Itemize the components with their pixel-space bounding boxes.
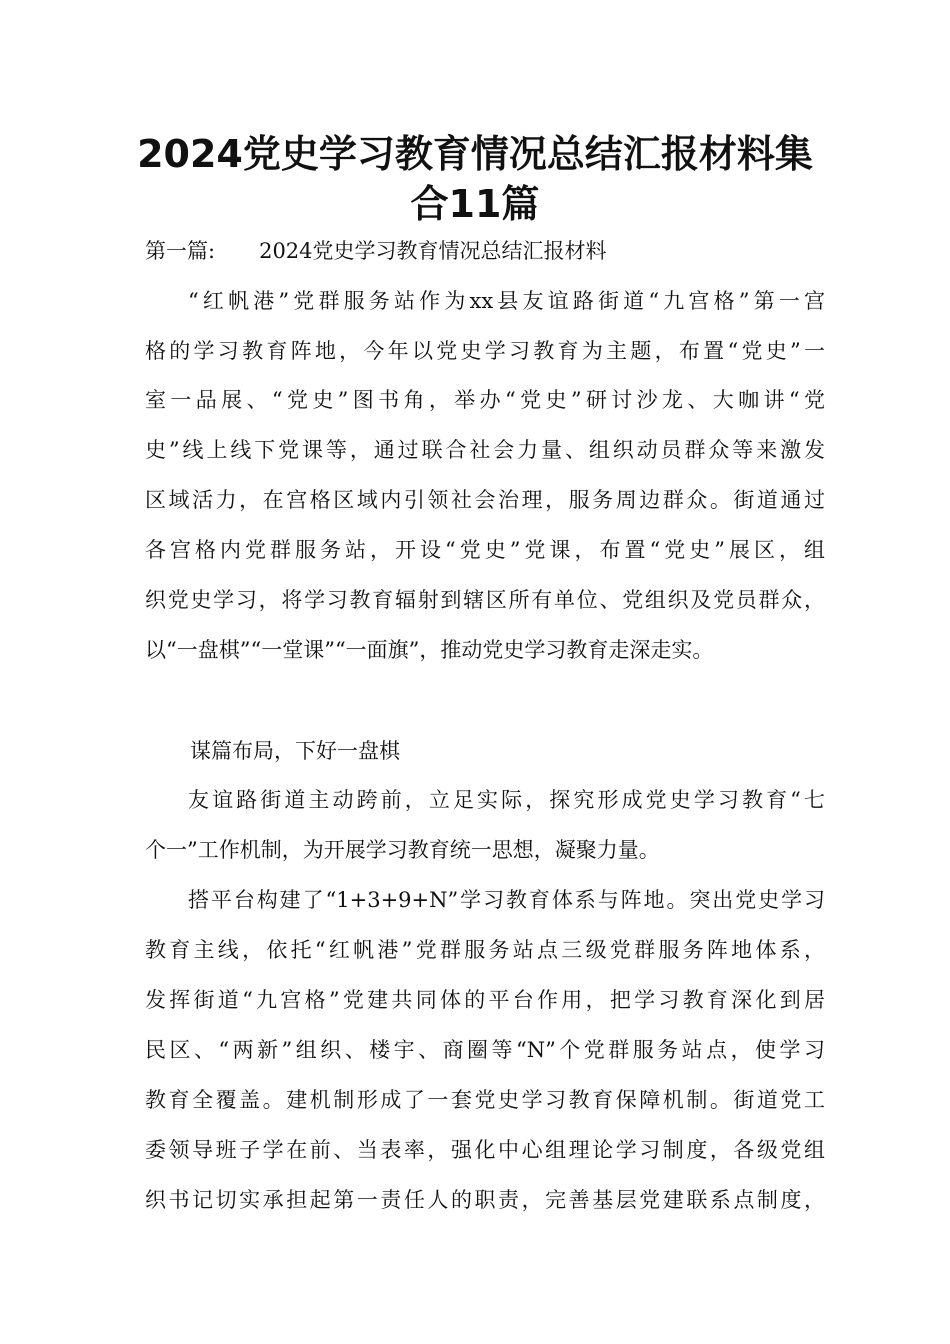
paragraph-line: “红帆港”党群服务站作为xx县友谊路街道“九宫格”第一宫 [188,289,825,313]
paragraph-line: 史”线上线下党课等，通过联合社会力量、组织动员群众等来激发 [145,438,825,462]
part-label: 第一篇: [145,239,216,263]
paragraph-line: 织党史学习，将学习教育辐射到辖区所有单位、党组织及党员群众， [145,588,825,612]
paragraph-line: 以“一盘棋”“一堂课”“一面旗”，推动党史学习教育走深走实。 [145,638,714,662]
part-heading [145,237,607,265]
paragraph-line: 个一”工作机制，为开展学习教育统一思想，凝聚力量。 [145,838,660,862]
section-heading: 谋篇布局，下好一盘棋 [190,739,400,763]
paragraph-line: 民区、“两新”组织、楼宇、商圈等“N”个党群服务站点，使学习 [145,1038,825,1062]
paragraph-line: 织书记切实承担起第一责任人的职责，完善基层党建联系点制度， [145,1188,825,1212]
paragraph-line: 格的学习教育阵地，今年以党史学习教育为主题，布置“党史”一 [145,339,825,363]
document-title-line-2: 合11篇 [410,182,540,226]
paragraph-line: 委领导班子学在前、当表率，强化中心组理论学习制度，各级党组 [145,1138,825,1162]
paragraph-line: 各宫格内党群服务站，开设“党史”党课，布置“党史”展区，组 [145,538,825,562]
paragraph-line: 教育全覆盖。建机制形成了一套党史学习教育保障机制。街道党工 [145,1088,825,1112]
paragraph-line: 教育主线，依托“红帆港”党群服务站点三级党群服务阵地体系， [145,938,825,962]
document-title-line-1: 2024党史学习教育情况总结汇报材料集 [137,132,813,176]
paragraph-line: 发挥街道“九宫格”党建共同体的平台作用，把学习教育深化到居 [145,988,825,1012]
paragraph-line: 友谊路街道主动跨前，立足实际，探究形成党史学习教育“七 [188,788,825,812]
paragraph-line: 区域活力，在宫格区域内引领社会治理，服务周边群众。街道通过 [145,488,825,512]
paragraph-line: 室一品展、“党史”图书角，举办“党史”研讨沙龙、大咖讲“党 [145,388,825,412]
part-title: 2024党史学习教育情况总结汇报材料 [259,239,607,263]
paragraph-line: 搭平台构建了“1+3+9+N”学习教育体系与阵地。突出党史学习 [188,888,825,912]
